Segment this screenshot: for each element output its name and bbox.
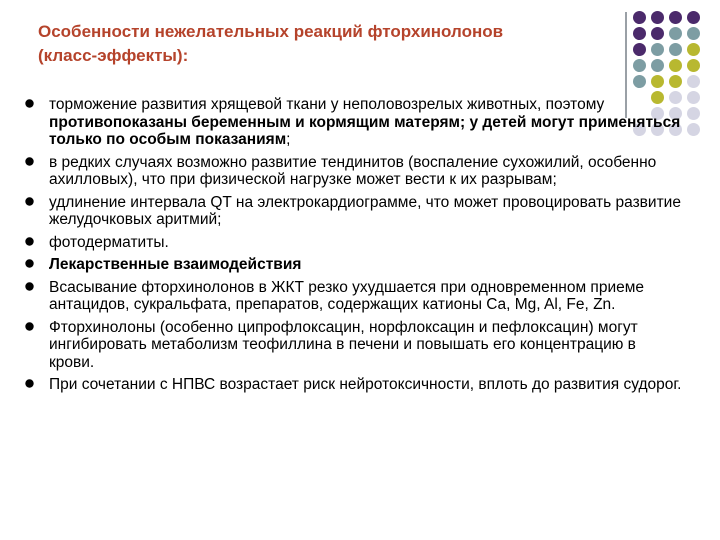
decorative-dot <box>669 27 682 40</box>
bullet-item-8 <box>22 376 682 394</box>
slide-title <box>38 20 608 68</box>
decorative-dot <box>633 27 646 40</box>
decorative-dot <box>687 43 700 56</box>
bullet-icon <box>24 236 35 247</box>
bullet-6-text: Всасывание фторхинолонов в ЖКТ резко ухудшается при одновременном приеме антацидов, сукральфата, препаратов, содержащих катионы Ca, Mg, Al, Fe, Zn. <box>49 278 645 313</box>
bullet-item-5 <box>22 256 682 274</box>
bullet-icon <box>24 258 35 269</box>
decorative-dot <box>633 43 646 56</box>
bullet-7-text: Фторхинолоны (особенно ципрофлоксацин, норфлоксацин и пефлоксацин) могут ингибировать метаболизм теофиллина в печени и повышать его концентрацию в крови. <box>49 318 638 371</box>
decorative-dot <box>687 123 700 136</box>
bullet-1-end-text: ; <box>286 131 291 148</box>
bullet-1-bold-text: противопоказаны беременным и кормящим матерям; у детей могут применяться только по особым показаниям <box>49 113 681 148</box>
decorative-dot <box>687 91 700 104</box>
decorative-dot <box>651 11 664 24</box>
decorative-dot <box>669 75 682 88</box>
bullet-icon <box>24 156 35 167</box>
bullet-3-text: удлинение интервала QT на электрокардиограмме, что может провоцировать развитие желудочковых аритмий; <box>49 193 681 228</box>
decorative-dot <box>651 59 664 72</box>
bullet-2-text: в редких случаях возможно развитие тендинитов (воспаление сухожилий, особенно ахилловых), что при физической нагрузке может вести к их разрывам; <box>49 153 657 188</box>
decorative-dot <box>651 43 664 56</box>
slide-title-line-2: (класс-эффекты): <box>38 46 189 65</box>
decorative-dot <box>633 75 646 88</box>
decorative-dot <box>687 75 700 88</box>
decorative-dot <box>651 27 664 40</box>
bullet-1-text: торможение развития хрящевой ткани у неполовозрелых животных, поэтому <box>49 96 605 113</box>
bullet-item-4 <box>22 234 682 252</box>
bullet-icon <box>24 321 35 332</box>
bullet-icon <box>24 196 35 207</box>
decorative-dot <box>651 75 664 88</box>
decorative-dot <box>669 43 682 56</box>
bullet-item-7 <box>22 319 682 372</box>
bullet-item-1 <box>22 96 682 149</box>
bullet-item-2 <box>22 154 682 189</box>
decorative-dot <box>687 27 700 40</box>
decorative-dot <box>633 59 646 72</box>
decorative-dot <box>669 59 682 72</box>
bullet-item-3 <box>22 194 682 229</box>
bullet-8-text: При сочетании с НПВС возрастает риск нейротоксичности, вплоть до развития судорог. <box>49 376 682 393</box>
bullet-icon <box>24 378 35 389</box>
bullet-4-text: фотодерматиты. <box>49 233 169 251</box>
bullet-icon <box>24 281 35 292</box>
bullet-icon <box>24 98 35 109</box>
bullet-5-text: Лекарственные взаимодействия <box>49 256 302 273</box>
bullet-item-6 <box>22 279 682 314</box>
bullet-list <box>22 96 682 399</box>
decorative-dot <box>687 11 700 24</box>
decorative-dot <box>633 11 646 24</box>
decorative-dot <box>687 107 700 120</box>
decorative-dot <box>669 11 682 24</box>
decorative-dot <box>687 59 700 72</box>
slide-title-line-1: Особенности нежелательных реакций фторхинолонов <box>38 22 504 41</box>
